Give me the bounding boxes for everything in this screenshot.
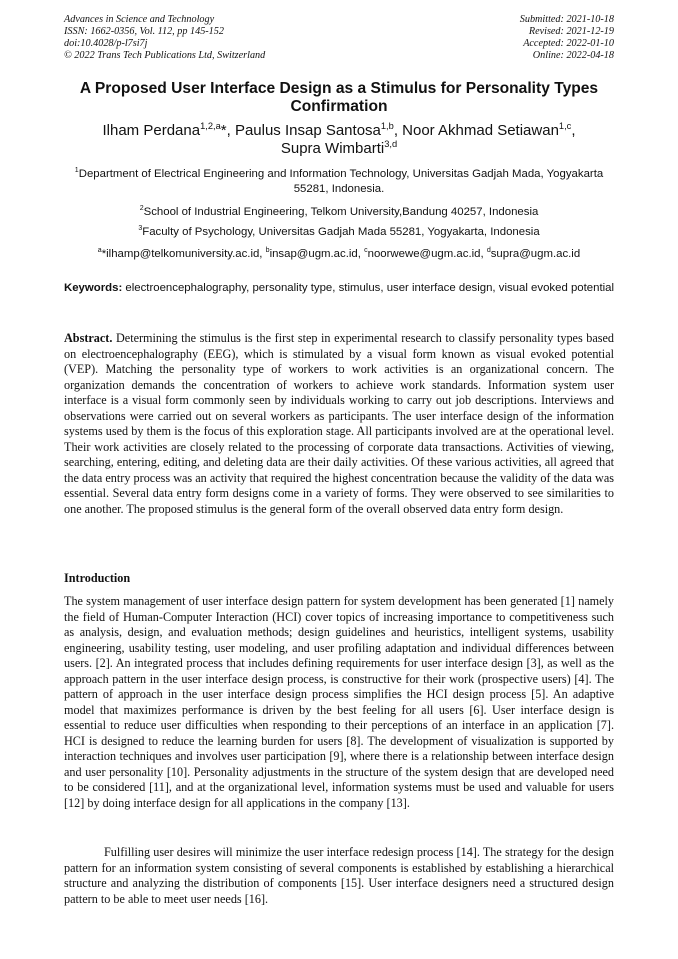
email-address: insap@ugm.ac.id,: [269, 248, 365, 260]
affiliation-text: Faculty of Psychology, Universitas Gadjah Mada 55281, Yogyakarta, Indonesia: [142, 226, 540, 238]
journal-header: [64, 14, 614, 62]
email-address: supra@ugm.ac.id: [490, 248, 581, 260]
author-affiliation-mark: 1,b: [380, 121, 394, 131]
email-mark: a: [97, 247, 102, 255]
submitted-date: Submitted: 2021-10-18: [519, 14, 614, 25]
issn-volume: ISSN: 1662-0356, Vol. 112, pp 145-152: [64, 26, 224, 37]
paragraph: The system management of user interface design pattern for system development has been generated [1] namely the field of Human-Computer Interaction (HCI) cover topics of increasing importance to competitiveness such as analysis, design, and evaluation methods; design guidelines and heuristics, intelligent systems, usability engineering, usability testing, user modeling, and user profiling adaptation and individual differences between users. [2]. An integrated process that includes defining requirements for user interface design [3], as well as the approach pattern in the user interface design process, is constructive for their work (prospective users) [4]. The pattern of approach in the user interface design process simplifies the HCI design process [5]. An adaptive model that maximizes performance is driven by the best feeling for all users [6]. User interface design is essential to reduce user difficulties when responding to their perceptions of an interface in an application [7]. HCI is designed to reduce the learning burden for users [8]. The development of visualization is supported by interaction techniques and involves user participation [9], where there is a relationship between interface design and user personality [10]. Personality adjustments in the structure of the system design that are developed need to be considered [11], and at the organizational level, information systems must be used and valuable for users [12] by doing interface design for all applications in the company [13].: [64, 594, 614, 810]
journal-info: [64, 14, 265, 62]
affiliation: [60, 225, 618, 240]
keywords-text: electroencephalography, personality type, stimulus, user interface design, visual evoked potential: [125, 282, 615, 294]
abstract-label: Abstract.: [64, 331, 113, 345]
copyright: © 2022 Trans Tech Publications Ltd, Switzerland: [64, 50, 266, 61]
affiliation-text: School of Industrial Engineering, Telkom University,Bandung 40257, Indonesia: [143, 206, 539, 218]
submission-dates: [520, 14, 614, 62]
author-list: [60, 122, 618, 158]
affiliation-mark: 1: [74, 167, 79, 175]
keywords: [64, 281, 614, 295]
author-separator: ,: [393, 122, 403, 139]
author-name: Supra Wimbarti: [280, 140, 385, 157]
author-affiliation-mark: 1,c: [558, 121, 572, 131]
author-name: Noor Akhmad Setiawan: [402, 122, 559, 139]
affiliation-mark: 3: [138, 225, 143, 233]
email-address: noorwewe@ugm.ac.id,: [367, 248, 487, 260]
doi: doi:10.4028/p-l7si7j: [64, 38, 148, 49]
affiliation: [60, 167, 618, 196]
keywords-label: Keywords:: [64, 282, 123, 294]
email-mark: d: [486, 247, 491, 255]
affiliation-mark: 2: [139, 205, 144, 213]
email-mark: b: [265, 247, 270, 255]
paper-title: A Proposed User Interface Design as a Stimulus for Personality Types Confirmation: [79, 80, 599, 115]
abstract-text: Determining the stimulus is the first step in experimental research to classify personality types based on electroencephalography (EEG), which is stimulated by a visual form known as visual evoked potential (VEP). Matching the personality type of workers to work activities is an organizational concern. The organization demands the concentration of workers to achieve work standards. Information system user interface is a visual form commonly seen by individuals working to carry out job descriptions. Interviews and observations were carried out on several workers as participants. The user interface design of the information systems used by them is the focus of this exploration stage. All participants involved are at the operational level. Their work activities are closely related to the processing of corporate data transactions. Activities of viewing, searching, entering, editing, and deleting data are their daily activities. Of these various activities, all agreed that the data entry process was an activity that required the highest concentration because the validity of the data was essential. Several data entry form designs come in a variety of forms. They were observed to see similarities to one another. The proposed stimulus is the general form of the overall observed data entry form design.: [64, 331, 615, 516]
affiliation-text: Department of Electrical Engineering and Information Technology, Universitas Gadjah Mada, Yogyakarta 55281, Indonesia.: [78, 168, 604, 195]
email-list: [60, 247, 618, 262]
author-name: Ilham Perdana: [102, 122, 201, 139]
affiliation: [60, 205, 618, 220]
paragraph: Fulfilling user desires will minimize the user interface redesign process [14]. The strategy for the design pattern for an information system consisting of several components is established by establishing a hierarchical structure and analyzing the distribution of components [15]. User interface designers need a structured design pattern to be able to meet user needs [16].: [64, 845, 614, 906]
abstract: [64, 331, 614, 517]
email-mark: c: [364, 247, 368, 255]
author-affiliation-mark: 3,d: [384, 139, 398, 149]
author-affiliation-mark: 1,2,a: [200, 121, 221, 131]
author-separator: ,: [571, 122, 576, 139]
author-name: Paulus Insap Santosa: [234, 122, 381, 139]
accepted-date: Accepted: 2022-01-10: [523, 38, 614, 49]
email-address: *ilhamp@telkomuniversity.ac.id,: [101, 248, 266, 260]
author-separator: *,: [220, 122, 235, 139]
journal-name: Advances in Science and Technology: [64, 14, 215, 25]
section-heading: Introduction: [64, 571, 131, 585]
online-date: Online: 2022-04-18: [532, 50, 614, 61]
revised-date: Revised: 2021-12-19: [528, 26, 614, 37]
